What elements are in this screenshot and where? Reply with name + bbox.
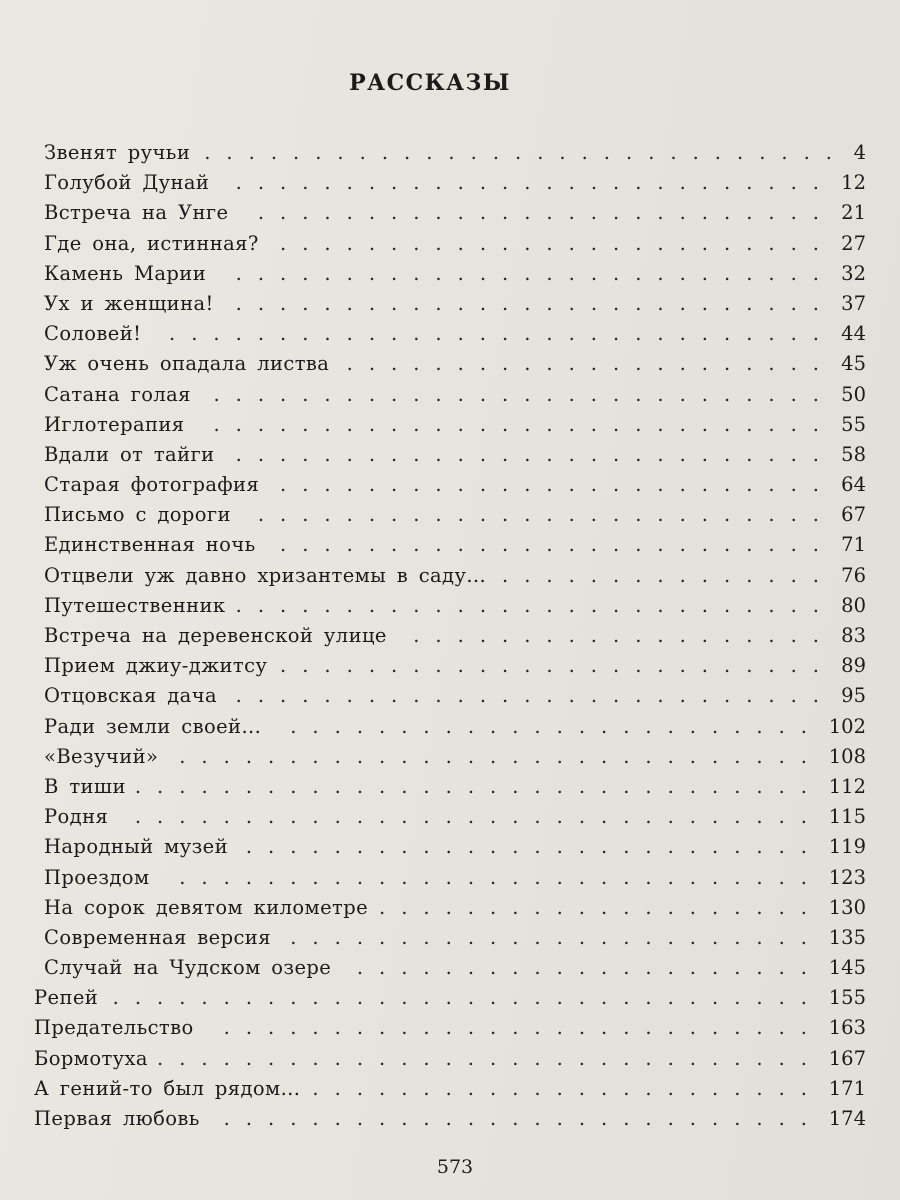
toc-entry-title: На сорок девятом километре bbox=[44, 895, 369, 919]
toc-entry bbox=[0, 1044, 900, 1074]
toc-entry bbox=[0, 863, 900, 893]
toc-entry bbox=[0, 591, 900, 621]
dot-leader: ................... bbox=[413, 624, 835, 647]
toc-entry bbox=[0, 953, 900, 983]
toc-entry-title: Ради земли своей... bbox=[44, 714, 262, 738]
toc-entry-title: Отцвели уж давно хризантемы в саду... bbox=[44, 563, 487, 587]
dot-leader: ............................. bbox=[179, 865, 823, 889]
toc-entry-title: В тиши bbox=[44, 774, 126, 798]
toc-entry-page: 80 bbox=[841, 593, 866, 617]
toc-entry-title: Современная версия bbox=[44, 925, 271, 949]
toc-entry-page: 130 bbox=[828, 895, 866, 919]
toc-entry-page: 171 bbox=[828, 1076, 866, 1100]
toc-entry bbox=[0, 983, 900, 1013]
dot-leader: ..................... bbox=[356, 956, 823, 980]
toc-entry-page: 55 bbox=[841, 412, 866, 436]
toc-entry-page: 32 bbox=[841, 261, 866, 285]
toc-entry-page: 155 bbox=[828, 986, 866, 1010]
dot-leader: ....................... bbox=[312, 1076, 823, 1100]
dot-leader: ............................... bbox=[134, 805, 823, 829]
toc-entry-page: 21 bbox=[841, 201, 866, 225]
dot-leader: ......................... bbox=[280, 231, 835, 255]
table-of-contents bbox=[0, 138, 900, 1134]
dot-leader: ............... bbox=[502, 563, 835, 587]
toc-entry-title: Соловей! bbox=[44, 322, 142, 346]
dot-leader: ........................... bbox=[235, 593, 835, 617]
toc-entry-page: 50 bbox=[841, 382, 866, 406]
toc-entry bbox=[0, 1074, 900, 1104]
toc-entry-page: 64 bbox=[841, 473, 866, 497]
toc-entry bbox=[0, 138, 900, 168]
toc-entry bbox=[0, 832, 900, 862]
toc-entry bbox=[0, 651, 900, 681]
toc-entry-title: Звенят ручьи bbox=[44, 141, 191, 164]
toc-entry-title: Иглотерапия bbox=[44, 412, 185, 436]
toc-entry-page: 45 bbox=[841, 352, 866, 376]
toc-entry-page: 102 bbox=[828, 714, 866, 738]
toc-entry-title: Репей bbox=[34, 986, 99, 1010]
toc-entry-page: 58 bbox=[841, 442, 866, 466]
toc-entry bbox=[0, 470, 900, 500]
page-number: 573 bbox=[436, 1156, 474, 1178]
dot-leader: ........................... bbox=[235, 171, 835, 195]
toc-entry-title: Единственная ночь bbox=[44, 533, 256, 557]
dot-leader: .............................. bbox=[157, 1046, 823, 1070]
toc-entry-title: Бормотуха bbox=[34, 1046, 148, 1070]
toc-entry-page: 115 bbox=[828, 805, 866, 829]
toc-entry bbox=[0, 923, 900, 953]
toc-entry-page: 76 bbox=[841, 563, 866, 587]
dot-leader: ........................... bbox=[223, 1016, 823, 1040]
toc-entry-page: 71 bbox=[841, 533, 866, 557]
toc-entry bbox=[0, 410, 900, 440]
dot-leader: ......................... bbox=[280, 473, 835, 497]
dot-leader: ......................... bbox=[280, 654, 835, 678]
toc-entry bbox=[0, 772, 900, 802]
toc-entry-title: Ух и женщина! bbox=[44, 291, 214, 315]
dot-leader: .............................. bbox=[169, 322, 835, 346]
toc-entry-page: 167 bbox=[828, 1046, 866, 1070]
toc-entry bbox=[0, 168, 900, 198]
dot-leader: .......................... bbox=[245, 835, 823, 859]
dot-leader: ........................ bbox=[290, 925, 823, 949]
toc-entry-page: 44 bbox=[841, 322, 866, 346]
toc-entry-page: 112 bbox=[828, 774, 866, 798]
dot-leader: ......................... bbox=[280, 533, 835, 557]
toc-entry-title: Камень Марии bbox=[44, 261, 207, 285]
toc-entry-page: 83 bbox=[841, 624, 866, 647]
toc-entry bbox=[0, 259, 900, 289]
toc-entry-page: 145 bbox=[828, 956, 866, 980]
toc-entry-page: 4 bbox=[853, 141, 866, 164]
toc-entry bbox=[0, 319, 900, 349]
toc-entry-page: 174 bbox=[828, 1107, 866, 1130]
toc-entry bbox=[0, 440, 900, 470]
toc-entry-page: 95 bbox=[841, 684, 866, 708]
toc-entry-title: Родня bbox=[44, 805, 109, 829]
dot-leader: ........................... bbox=[235, 684, 835, 708]
toc-entry-page: 119 bbox=[828, 835, 866, 859]
toc-entry-title: Путешественник bbox=[44, 593, 226, 617]
dot-leader: ................................ bbox=[112, 986, 823, 1010]
dot-leader: ........................ bbox=[290, 714, 823, 738]
toc-entry-page: 12 bbox=[841, 171, 866, 195]
toc-entry-title: Встреча на Унге bbox=[44, 201, 229, 225]
toc-entry-page: 135 bbox=[828, 925, 866, 949]
toc-entry-title: Сатана голая bbox=[44, 382, 191, 406]
toc-entry bbox=[0, 681, 900, 711]
dot-leader: ........................... bbox=[235, 442, 835, 466]
toc-entry-title: Случай на Чудском озере bbox=[44, 956, 332, 980]
dot-leader: ........................... bbox=[235, 261, 835, 285]
toc-entry-title: Где она, истинная? bbox=[44, 231, 259, 255]
toc-entry-title: Встреча на деревенской улице bbox=[44, 624, 387, 647]
section-heading: РАССКАЗЫ bbox=[349, 70, 511, 96]
toc-entry-title: Уж очень опадала листва bbox=[44, 352, 330, 376]
dot-leader: ............................ bbox=[213, 382, 835, 406]
toc-entry bbox=[0, 712, 900, 742]
toc-entry-title: Первая любовь bbox=[34, 1107, 200, 1130]
toc-entry-title: «Везучий» bbox=[44, 744, 159, 768]
toc-entry bbox=[0, 621, 900, 651]
toc-entry-title: Предательство bbox=[34, 1016, 194, 1040]
toc-entry-page: 89 bbox=[841, 654, 866, 678]
dot-leader: ........................... bbox=[235, 291, 835, 315]
toc-entry bbox=[0, 530, 900, 560]
toc-entry-title: Вдали от тайги bbox=[44, 442, 215, 466]
toc-entry-title: Проездом bbox=[44, 865, 150, 889]
toc-entry-title: Письмо с дороги bbox=[44, 503, 231, 527]
dot-leader: ............................ bbox=[213, 412, 835, 436]
toc-entry bbox=[0, 349, 900, 379]
dot-leader: ............................... bbox=[134, 774, 823, 798]
dot-leader: .......................... bbox=[257, 503, 835, 527]
dot-leader: ...................... bbox=[346, 352, 835, 376]
dot-leader: .................... bbox=[379, 895, 823, 919]
dot-leader: ............................. bbox=[179, 744, 823, 768]
toc-entry-title: Голубой Дунай bbox=[44, 171, 210, 195]
toc-entry bbox=[0, 1104, 900, 1134]
toc-entry bbox=[0, 289, 900, 319]
toc-entry-page: 163 bbox=[828, 1016, 866, 1040]
toc-entry bbox=[0, 198, 900, 228]
dot-leader: .......................... bbox=[257, 201, 835, 225]
toc-entry-title: А гений-то был рядом... bbox=[34, 1076, 301, 1100]
toc-entry-page: 108 bbox=[828, 744, 866, 768]
toc-entry-title: Отцовская дача bbox=[44, 684, 218, 708]
dot-leader: ............................. bbox=[204, 141, 848, 164]
dot-leader: ........................... bbox=[223, 1107, 823, 1130]
toc-entry bbox=[0, 561, 900, 591]
toc-entry-page: 123 bbox=[828, 865, 866, 889]
toc-entry bbox=[0, 380, 900, 410]
toc-entry bbox=[0, 1013, 900, 1043]
toc-entry-title: Народный музей bbox=[44, 835, 228, 859]
toc-entry-title: Прием джиу-джитсу bbox=[44, 654, 268, 678]
toc-entry bbox=[0, 229, 900, 259]
toc-entry bbox=[0, 500, 900, 530]
toc-entry-title: Старая фотография bbox=[44, 473, 260, 497]
toc-entry bbox=[0, 742, 900, 772]
toc-entry bbox=[0, 802, 900, 832]
toc-entry-page: 67 bbox=[841, 503, 866, 527]
toc-entry bbox=[0, 893, 900, 923]
toc-entry-page: 37 bbox=[841, 291, 866, 315]
toc-entry-page: 27 bbox=[841, 231, 866, 255]
